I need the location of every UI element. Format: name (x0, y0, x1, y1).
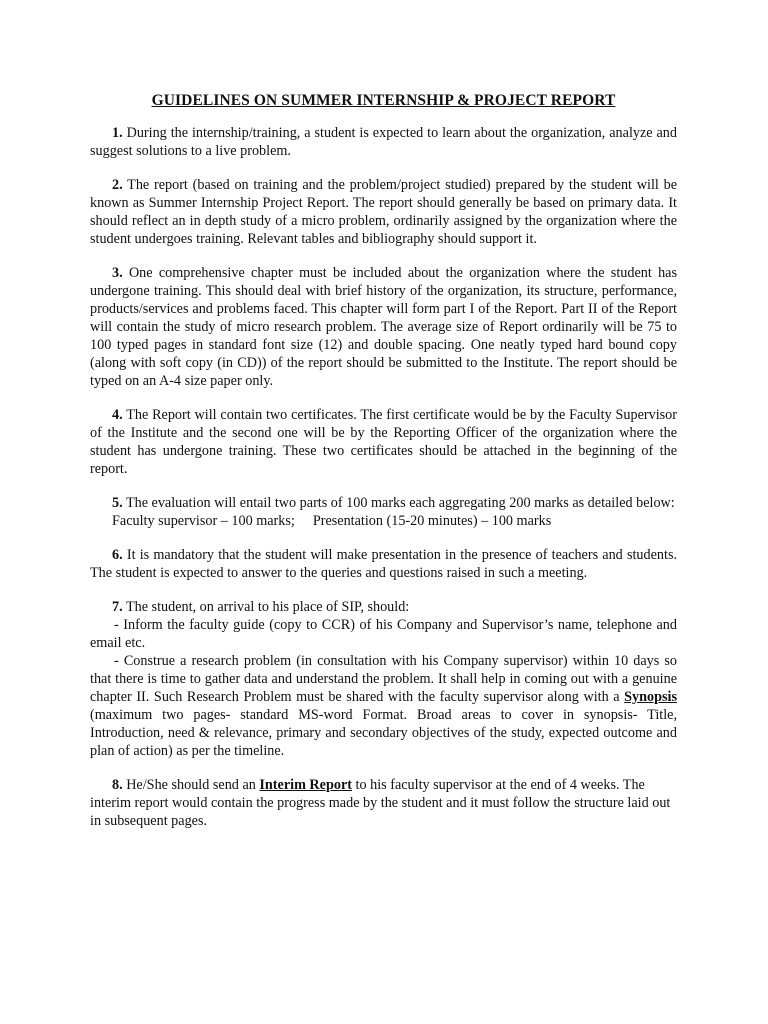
guideline-item-8 (90, 776, 677, 830)
guideline-item-3 (90, 264, 677, 390)
marks-breakdown (90, 512, 677, 530)
item-number: 8. (112, 777, 123, 793)
presentation-marks: Presentation (15-20 minutes) – 100 marks (312, 513, 552, 529)
guideline-item-1 (90, 124, 677, 160)
item-number: 2. (112, 177, 123, 193)
sub-point-research-problem (90, 652, 677, 760)
item-text: During the internship/training, a student is expected to learn about the organization, analyze and suggest solutions to a live problem. (90, 125, 677, 159)
item-text: One comprehensive chapter must be included about the organization where the student has undergone training. This should deal with brief history of the organization, its structure, performance, products/services and problems faced. This chapter will form part I of the Report. Part II of the Report will contain the study of micro research problem. The average size of Report ordinarily will be 75 to 100 typed pages in standard font size (12) and double spacing. One neatly typed hard bound copy (along with soft copy (in CD)) of the report should be submitted to the Institute. The report should be typed on an A-4 size paper only. (90, 265, 677, 389)
sub-point-text-cont: (maximum two pages- standard MS-word Format. Broad areas to cover in synopsis- Title, Introduction, need & relevance, primary and secondary objectives of the study, expected outcome and plan of action) as per the timeline. (90, 707, 677, 759)
item-text-cont: to his faculty supervisor at the end of 4 weeks. The interim report would contain the progress made by the student and it must follow the structure laid out in subsequent pages. (90, 777, 671, 829)
item-text: The student, on arrival to his place of SIP, should: (125, 599, 410, 615)
item-text: He/She should send an (126, 777, 256, 793)
sub-point-inform-guide: - Inform the faculty guide (copy to CCR) of his Company and Supervisor’s name, telephone and email etc. (90, 617, 677, 651)
item-number: 5. (112, 495, 123, 511)
guideline-item-7 (90, 598, 677, 760)
interim-report-term: Interim Report (259, 777, 352, 793)
guideline-item-2 (90, 176, 677, 248)
item-number: 7. (112, 599, 123, 615)
synopsis-term: Synopsis (624, 689, 677, 705)
document-title: GUIDELINES ON SUMMER INTERNSHIP & PROJECT REPORT (151, 92, 616, 109)
item-text: The Report will contain two certificates. The first certificate would be by the Faculty Supervisor of the Institute and the second one will be by the Reporting Officer of the organization where the student has undergone training. These two certificates should be attached in the beginning of the report. (90, 407, 677, 477)
guideline-item-4 (90, 406, 677, 478)
item-number: 1. (112, 125, 123, 141)
item-text: The evaluation will entail two parts of 100 marks each aggregating 200 marks as detailed below: (125, 495, 675, 511)
item-number: 3. (112, 265, 123, 281)
faculty-supervisor-marks: Faculty supervisor – 100 marks; (112, 513, 295, 529)
guideline-item-6 (90, 546, 677, 582)
guideline-item-5 (90, 494, 677, 530)
item-number: 4. (112, 407, 123, 423)
item-text: The report (based on training and the problem/project studied) prepared by the student will be known as Summer Internship Project Report. The report should generally be based on primary data. It should reflect an in depth study of a micro problem, ordinarily assigned by the organization where the student undergoes training. Relevant tables and bibliography should support it. (90, 177, 678, 247)
item-number: 6. (112, 547, 123, 563)
document-page (90, 92, 677, 846)
item-text: It is mandatory that the student will make presentation in the presence of teachers and students. The student is expected to answer to the queries and questions raised in such a meeting. (90, 547, 678, 581)
sub-point-text: - Construe a research problem (in consultation with his Company supervisor) within 10 days so that there is time to gather data and understand the problem. It shall help in coming out with a genuine chapter II. Such Research Problem must be shared with the faculty supervisor along with a (90, 653, 677, 705)
